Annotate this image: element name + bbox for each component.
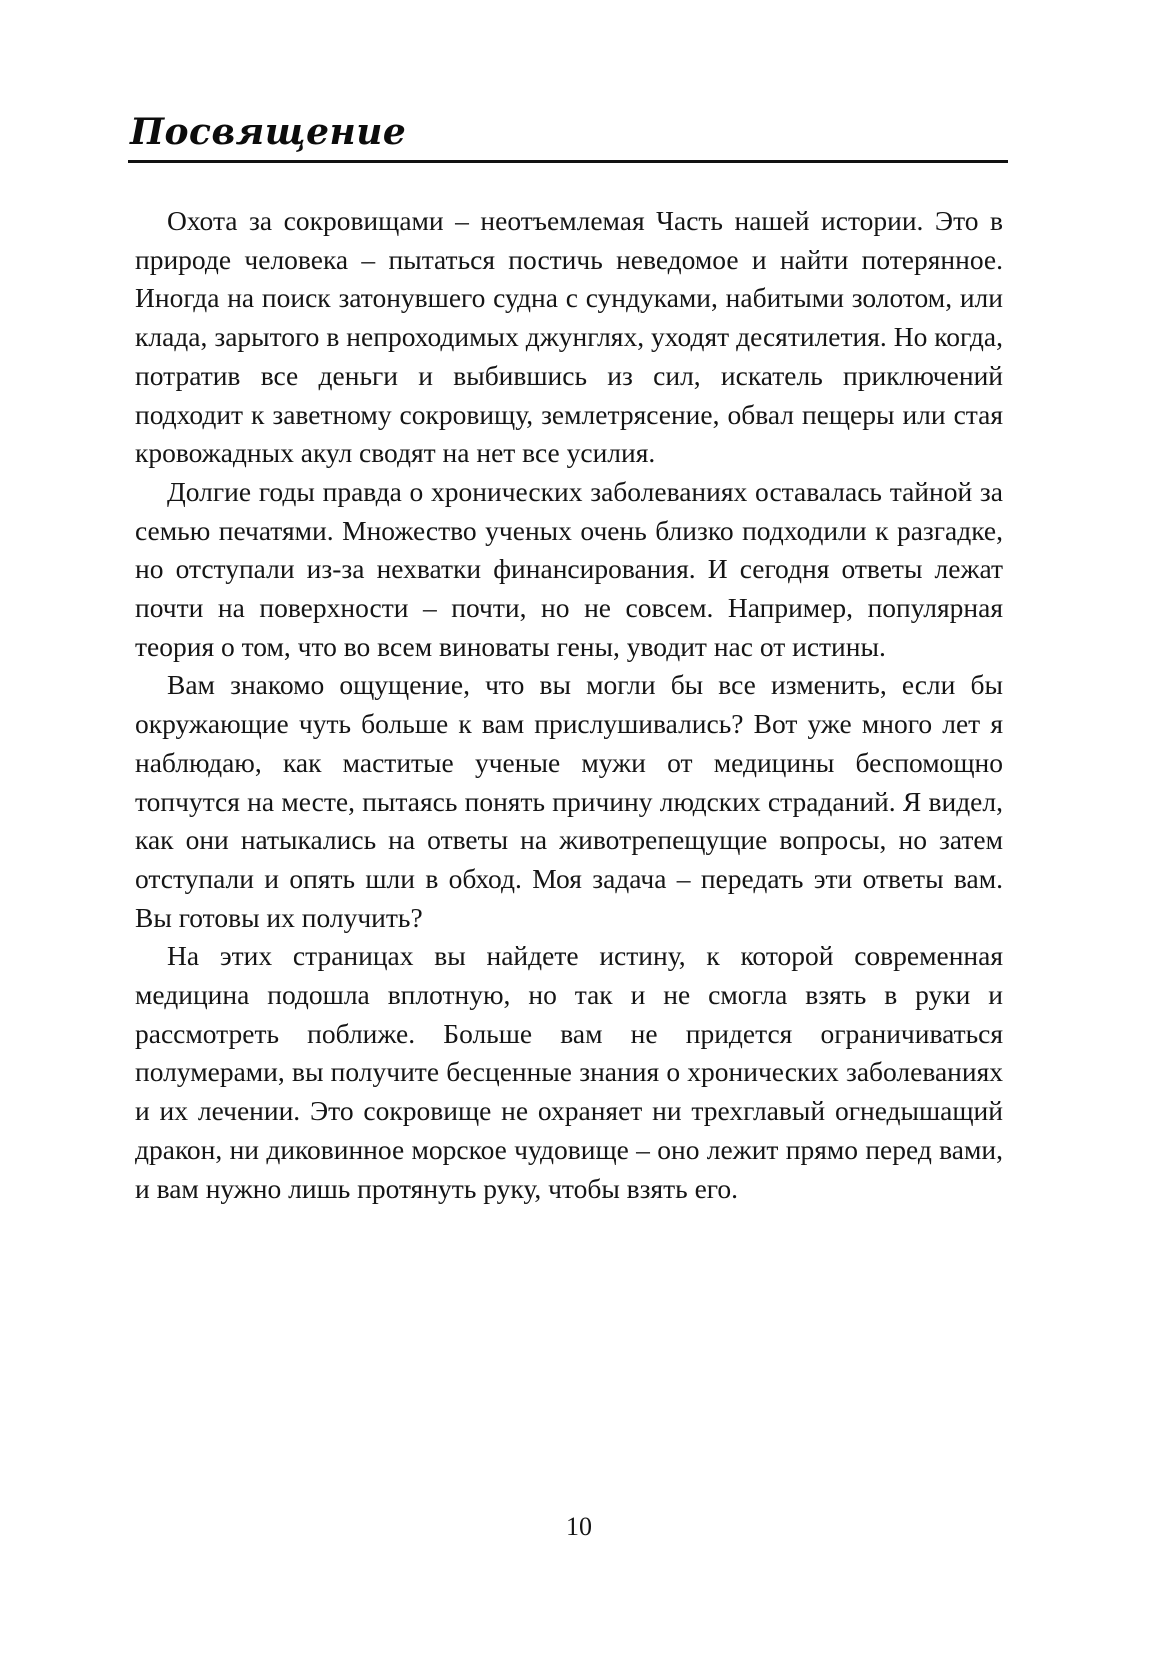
paragraph-4: На этих страницах вы найдете истину, к которой современная медицина подошла вплотную, но так и не смогла взять в руки и рассмотреть поближе. Больше вам не придется ограничиваться полумерами, вы получите бесценные знания о хронических заболеваниях и их лечении. Это сокровище не охраняет ни трехглавый огнедышащий дракон, ни диковинное морское чудовище – оно лежит прямо перед вами, и вам нужно лишь протянуть руку, чтобы взять его. <box>135 940 1003 1204</box>
paragraph-1: Охота за сокровищами – неотъемлемая Часть нашей истории. Это в природе человека – пытаться постичь неведомое и найти потерянное. Иногда на поиск затонувшего судна с сундуками, набитыми золотом, или клада, зарытого в непроходимых джунглях, уходят десятилетия. Но когда, потратив все деньги и выбившись из сил, искатель приключений подходит к заветному сокровищу, землетрясение, обвал пещеры или стая кровожадных акул сводят на нет все усилия. <box>135 205 1003 469</box>
title-underline-rule <box>128 160 1008 163</box>
chapter-title: Посвящение <box>130 111 407 153</box>
paragraph-2: Долгие годы правда о хронических заболеваниях оставалась тайной за семью печатями. Множество ученых очень близко подходили к разгадке, но отступали из-за нехватки финансирования. И сегодня ответы лежат почти на поверхности – почти, но не совсем. Например, популярная теория о том, что во всем виноваты гены, уводит нас от истины. <box>135 475 1003 662</box>
page-number: 10 <box>566 1512 592 1541</box>
body-text <box>135 202 1003 1208</box>
paragraph-3: Вам знакомо ощущение, что вы могли бы все изменить, если бы окружающие чуть больше к вам прислушивались? Вот уже много лет я наблюдаю, как маститые ученые мужи от медицины беспомощно топчутся на месте, пытаясь понять причину людских страданий. Я видел, как они натыкались на ответы на животрепещущие вопросы, но затем отступали и опять шли в обход. Моя задача – передать эти ответы вам. Вы готовы их получить? <box>135 669 1003 933</box>
